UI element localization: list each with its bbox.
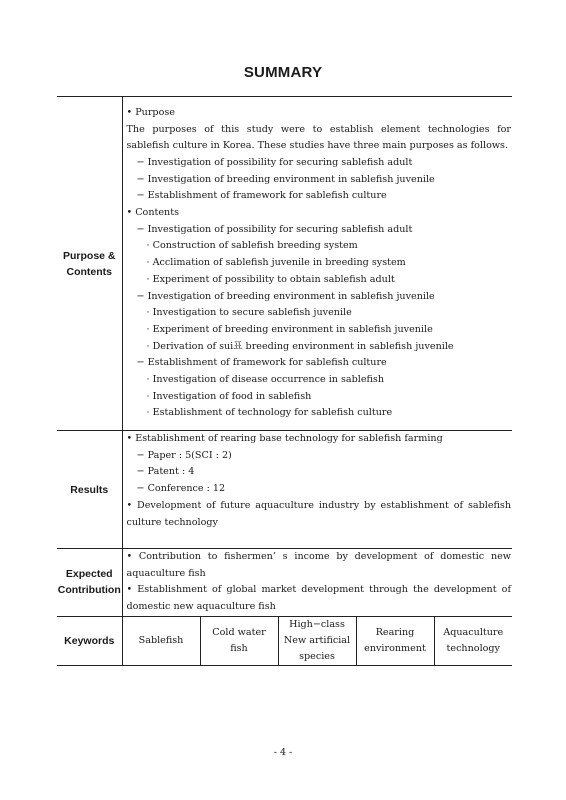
text-line: • Purpose (126, 106, 175, 118)
text-line: − Patent : 4 (136, 466, 195, 478)
expected-body (122, 549, 512, 617)
label-line: Cold water (212, 626, 266, 638)
text-line: − Investigation of breeding environment in sablefish juvenile (136, 290, 435, 302)
text-line: · Experiment of breeding environment in sablefish juvenile (146, 323, 433, 335)
label-line: Contents (66, 265, 112, 278)
results-body (122, 431, 512, 549)
text-line: · Experiment of possibility to obtain sablefish adult (146, 273, 395, 285)
text-line: − Paper : 5(SCI : 2) (136, 449, 232, 461)
text-line: · Investigation to secure sablefish juvenile (146, 307, 352, 319)
page-number: - 4 - (273, 747, 293, 758)
label-line: Sablefish (138, 634, 184, 646)
keyword-cell (356, 616, 434, 665)
summary-table (57, 96, 512, 666)
text-line: − Investigation of possibility for securing sablefish adult (136, 223, 413, 235)
purpose-row (57, 97, 512, 431)
text-line: · Investigation of disease occurrence in sablefish (146, 374, 385, 386)
text-line: • Establishment of global market development through the development of domestic new aquaculture fish (126, 584, 512, 613)
results-label (57, 431, 122, 549)
label-line: High−class (289, 618, 345, 630)
text-line: − Investigation of breeding environment in sablefish juvenile (136, 173, 435, 185)
label-line: New artificial (283, 634, 351, 646)
keyword-cell (434, 616, 512, 665)
page-title: SUMMARY (243, 64, 323, 81)
label-line: Rearing (375, 626, 415, 638)
label-line: Aquaculture (443, 626, 504, 638)
text-line: − Establishment of framework for sablefish culture (136, 357, 387, 369)
text-line: • Contents (126, 207, 179, 219)
text-line: · Establishment of technology for sablefish culture (146, 407, 393, 419)
label-line: technology (446, 642, 500, 654)
keyword-cell (200, 616, 278, 665)
results-row (57, 431, 512, 549)
label-line: Keywords (64, 634, 115, 647)
text-line: · Construction of sablefish breeding system (146, 240, 358, 252)
label-line: species (299, 650, 335, 662)
keyword-cell (278, 616, 356, 665)
text-line: The purposes of this study were to establish element technologies for sablefish culture in Korea. These studies have three main purposes as follows. (126, 123, 512, 152)
label-line: Contribution (57, 584, 121, 597)
label-line: fish (230, 642, 248, 654)
expected-row (57, 549, 512, 617)
text-line: · Acclimation of sablefish juvenile in breeding system (146, 257, 406, 269)
expected-label (57, 549, 122, 617)
label-line: Purpose & (62, 249, 116, 262)
text-line: · Derivation of sui표 breeding environment in sablefish juvenile (146, 340, 454, 352)
text-line: − Investigation of possibility for securing sablefish adult (136, 156, 413, 168)
text-line: − Conference : 12 (136, 483, 226, 495)
text-line: • Establishment of rearing base technology for sablefish farming (126, 433, 443, 444)
keywords-row (57, 616, 512, 665)
keyword-cell (122, 616, 200, 665)
label-line: Expected (65, 568, 113, 581)
purpose-body (122, 97, 512, 431)
purpose-label (57, 97, 122, 431)
text-line: · Investigation of food in sablefish (146, 390, 312, 402)
text-line: • Contribution to fishermen’ s income by development of domestic new aquaculture fish (126, 551, 512, 579)
keywords-label (57, 616, 122, 665)
label-line: environment (364, 642, 426, 654)
text-line: • Development of future aquaculture industry by establishment of sablefish culture technology (126, 499, 512, 528)
text-line: − Establishment of framework for sablefish culture (136, 190, 387, 202)
label-line: Results (70, 483, 109, 496)
